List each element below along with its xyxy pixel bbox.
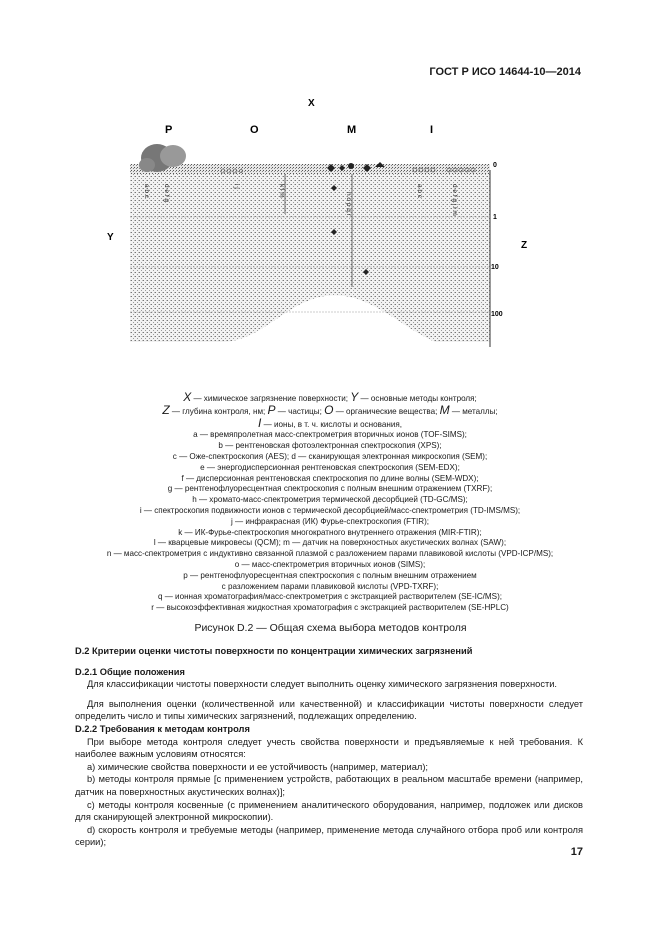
list-item: c) методы контроля косвенные (с применением аналитического оборудования, например, подложек или дисков для сканирующей электронной микроскопии). [75,799,583,823]
method-selection-diagram [95,92,565,392]
letters-col2: d e f g [163,184,170,203]
figure-legend [40,392,620,614]
letters-col7: d e f g j l m [451,184,458,216]
fig-label-i: I [430,124,434,136]
surface-layer [130,164,490,174]
legend-line-2: Z — глубина контроля, нм; P — частицы; O — органические вещества; M — металлы; [162,402,498,417]
standard-header: ГОСТ Р ИСО 14644-10—2014 [429,66,581,78]
letters-col4: k l m [278,184,285,198]
legend-item: с разложением парами плавиковой кислоты (VPD-TXRF); [221,581,439,591]
legend-item: p — рентгенофлуоресцентная спектроскопия с полным внешним отражением [183,570,477,580]
letters-col6: a b c [416,184,423,199]
fig-label-m: M [347,124,357,136]
section-title-d21: D.2.1 Общие положения [75,666,185,677]
substrate-block [130,170,490,342]
legend-item: o — масс-спектрометрия вторичных ионов (SIMS); [234,559,426,569]
section-title-d22: D.2.2 Требования к методам контроля [75,723,250,734]
section-title-d2: D.2 Критерии оценки чистоты поверхности по концентрации химических загрязнений [75,646,473,656]
legend-item: c — Оже-спектроскопия (AES); d — сканирующая электронная микроскопия (SEM); [172,451,488,461]
figure-caption: Рисунок D.2 — Общая схема выбора методов контроля [194,622,467,634]
depth-tick-1: 1 [493,214,497,221]
paragraph: При выборе метода контроля следует учесть свойства поверхности и предъявляемые к ней требования. К наиболее важным условиям относятся: [75,736,583,760]
legend-item: n — масс-спектрометрия с индуктивно связанной плазмой с разложением парами плавиковой кислоты (VPD-ICP/MS); [106,549,554,559]
legend-item: g — рентгенофлуоресцентная спектроскопия с полным внешним отражением (TXRF); [167,484,493,494]
legend-item: q — ионная хроматография/масс-спектрометрия с экстракцией растворителем (SE-IC/MS); [157,592,503,602]
legend-item: l — кварцевые микровесы (QCM); m — датчик на поверхностных акустических волнах (SAW); [153,538,507,548]
depth-tick-10: 10 [491,264,499,271]
letters-col5: n o p q r [345,192,352,216]
letters-col1: a b c [143,184,150,199]
legend-line-1: X — химическое загрязнение поверхности; Y — основные методы контроля; [183,390,477,404]
fig-label-p: P [165,124,173,136]
paragraph: Для классификации чистоты поверхности следует выполнить оценку химического загрязнения поверхности. [87,679,558,690]
fig-label-x: X [308,98,315,109]
depth-tick-0: 0 [493,162,497,169]
fig-label-y: Y [107,232,114,243]
letters-col3: i j [233,184,240,189]
legend-item: b — рентгеновская фотоэлектронная спектроскопия (XPS); [218,441,442,451]
list-item: b) методы контроля прямые [с применением устройств, работающих в реальном масштабе времени (например, датчик на поверхностных акустических волнах)]; [75,774,583,797]
legend-item: i — спектроскопия подвижности ионов с термической десорбцией/масс-спектрометрия (TD-IMS/MS); [139,505,521,515]
list-item: a) химические свойства поверхности и ее устойчивость (например, материал); [87,761,429,772]
legend-line-3: I — ионы, в т. ч. кислоты и основания, [258,415,402,430]
legend-item: h — хромато-масс-спектрометрия термической десорбцией (TD-GC/MS); [192,495,468,505]
fig-label-o: O [250,124,259,136]
paragraph: Для выполнения оценки (количественной или качественной) и классификации чистоты поверхности следует определить число и типы химических загрязнений, подлежащих определению. [75,698,583,722]
legend-item: j — инфракрасная (ИК) Фурье-спектроскопия (FTIR); [230,516,430,526]
legend-item: f — дисперсионная рентгеновская спектроскопия по длине волны (SEM-WDX); [181,473,479,483]
legend-item: r — высокоэффективная жидкостная хроматография с экстракцией растворителем (SE-HPLC) [151,603,509,613]
body-text [75,645,583,849]
depth-tick-100: 100 [491,311,503,318]
legend-item: k — ИК-Фурье-спектроскопия многократного внутреннего отражения (MIR-FTIR); [178,527,482,537]
legend-item: a — времяпролетная масс-спектрометрия вторичных ионов (TOF-SIMS); [193,430,467,440]
page-number: 17 [570,846,583,858]
list-item: d) скорость контроля и требуемые методы (например, применение метода случайного отбора проб или контроля серии); [75,824,583,848]
legend-item: e — энергодисперсионная рентгеновская спектроскопия (SEM-EDX); [200,462,460,472]
fig-label-z: Z [521,240,528,251]
